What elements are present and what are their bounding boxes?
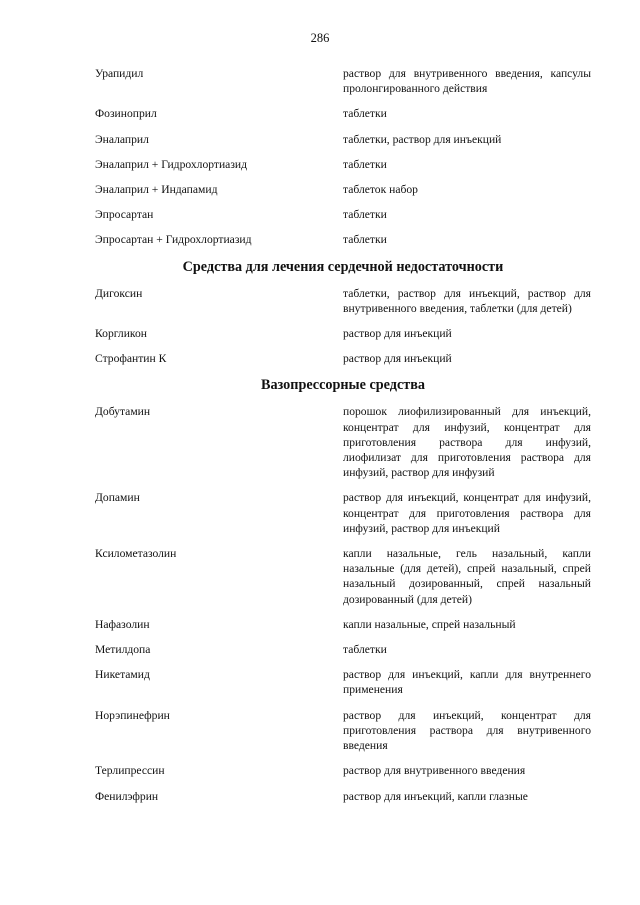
list-item [95, 182, 591, 197]
drug-name: Эналаприл + Гидрохлортиазид [95, 157, 248, 171]
dosage-form: раствор для инъекций, концентрат для инфузий, концентрат для приготовления раствора для инфузий, раствор для инъекций [343, 491, 591, 535]
section-heading: Средства для лечения сердечной недостаточности [182, 258, 504, 275]
drug-name: Фенилэфрин [95, 789, 159, 803]
list-item [95, 546, 591, 607]
list-item [95, 763, 591, 778]
list-item [95, 708, 591, 754]
dosage-form: таблетки, раствор для инъекций [343, 132, 502, 146]
drug-name: Эпросартан + Гидрохлортиазид [95, 233, 252, 247]
list-item [95, 642, 591, 657]
dosage-form: таблетки [343, 643, 387, 657]
drug-name: Нафазолин [95, 617, 150, 631]
dosage-form: капли назальные, гель назальный, капли назальные (для детей), спрей назальный, спрей назальный дозированный, спрей назальный дозированный (для детей) [343, 547, 591, 606]
list-item [95, 617, 591, 632]
dosage-form: раствор для инъекций, концентрат для приготовления раствора для внутривенного введения [343, 708, 591, 753]
drug-name: Добутамин [95, 405, 151, 419]
list-item [95, 106, 591, 121]
list-item [95, 286, 591, 316]
drug-name: Фозиноприл [95, 107, 157, 121]
dosage-form: раствор для инъекций [343, 327, 452, 341]
drug-list [95, 66, 591, 814]
list-item [95, 232, 591, 247]
drug-name: Никетамид [95, 668, 150, 682]
dosage-form: раствор для инъекций, капли глазные [343, 789, 528, 803]
dosage-form: таблетки [343, 233, 387, 247]
drug-name: Эналаприл + Индапамид [95, 183, 218, 197]
list-item [95, 207, 591, 222]
list-item [95, 351, 591, 366]
dosage-form: раствор для внутривенного введения [343, 764, 526, 778]
list-item [95, 404, 591, 480]
list-item [95, 66, 591, 96]
drug-name: Эпросартан [95, 208, 154, 222]
dosage-form: таблетки [343, 107, 387, 121]
dosage-form: таблетки [343, 208, 387, 222]
dosage-form: таблеток набор [343, 183, 418, 197]
drug-name: Допамин [95, 491, 140, 505]
list-item [95, 132, 591, 147]
list-item [95, 157, 591, 172]
dosage-form: раствор для инъекций [343, 352, 452, 366]
list-item [95, 490, 591, 536]
list-item [95, 789, 591, 804]
list-item [95, 326, 591, 341]
dosage-form: таблетки, раствор для инъекций, раствор для внутривенного введения, таблетки (для детей) [343, 286, 591, 315]
dosage-form: раствор для инъекций, капли для внутреннего применения [343, 668, 591, 697]
page-number: 286 [310, 31, 330, 45]
drug-name: Эналаприл [95, 132, 149, 146]
dosage-form: порошок лиофилизированный для инъекций, концентрат для инфузий, концентрат для приготовления раствора для инфузий, лиофилизат для приготовления раствора для инфузий, раствор для инфузий [343, 405, 591, 480]
drug-name: Терлипрессин [95, 764, 165, 778]
drug-name: Дигоксин [95, 286, 143, 300]
drug-name: Урапидил [95, 67, 144, 80]
dosage-form: таблетки [343, 157, 387, 171]
dosage-form: раствор для внутривенного введения, капсулы пролонгированного действия [343, 67, 591, 96]
section-heading: Вазопрессорные средства [261, 377, 425, 394]
list-item [95, 667, 591, 697]
drug-name: Строфантин К [95, 352, 167, 366]
drug-name: Метилдопа [95, 643, 151, 657]
dosage-form: капли назальные, спрей назальный [343, 617, 516, 631]
drug-name: Норэпинефрин [95, 708, 170, 722]
drug-name: Ксилометазолин [95, 547, 177, 561]
drug-name: Коргликон [95, 327, 147, 341]
